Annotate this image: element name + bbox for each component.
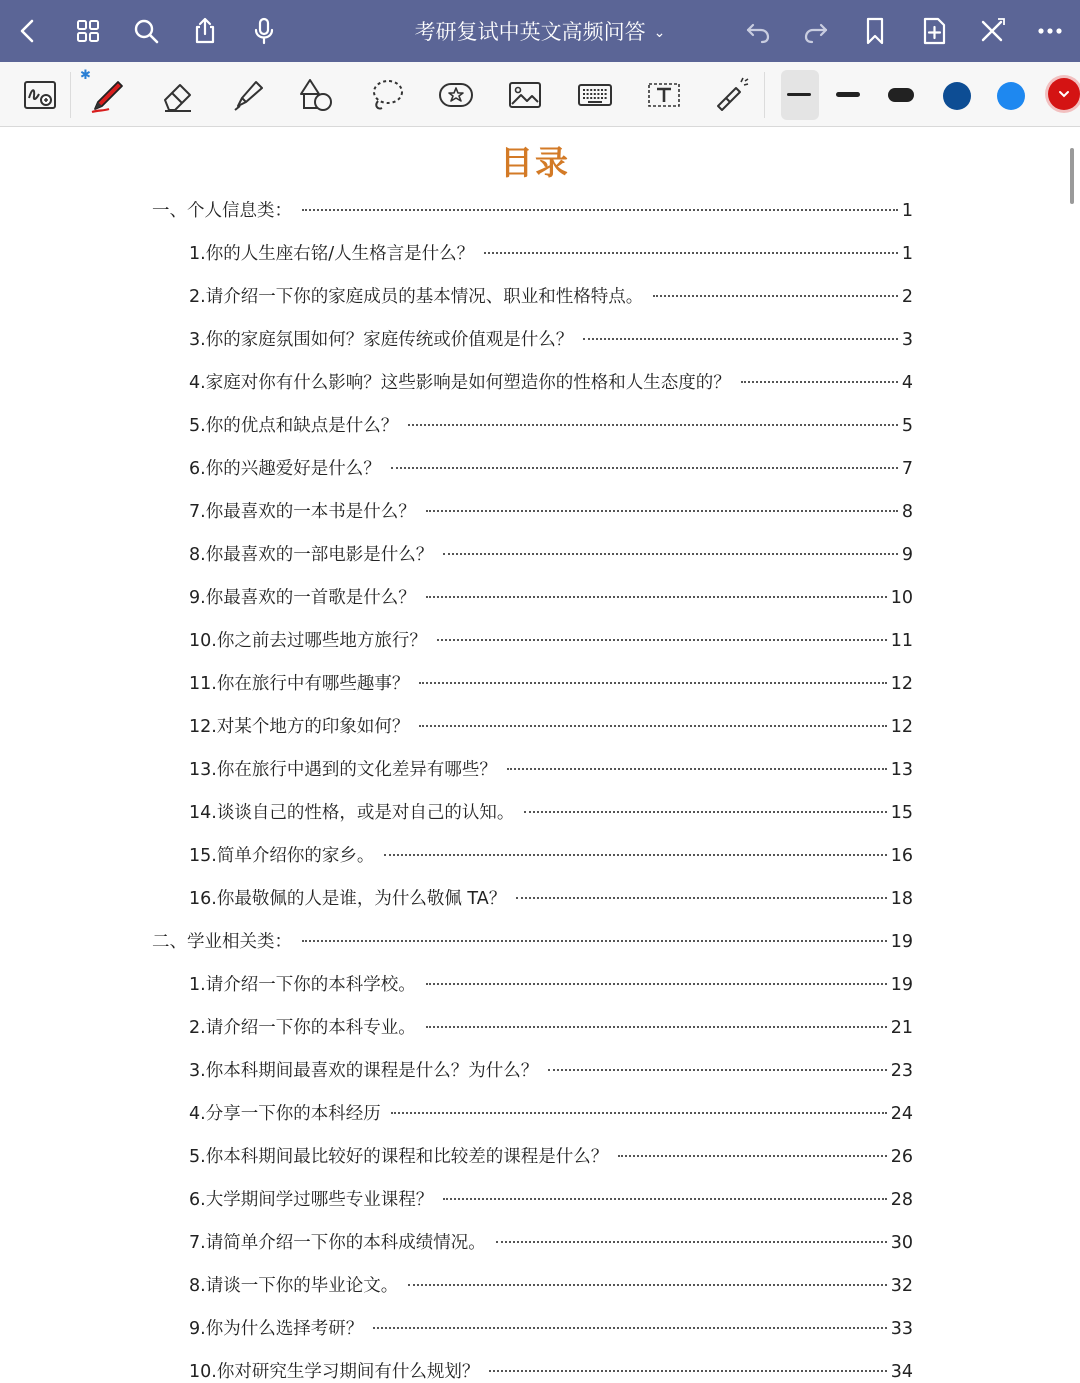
color-blue-swatch[interactable] [997, 82, 1025, 110]
toc-entry-label: 一、个人信息类： [152, 201, 292, 221]
toc-leader-dots [426, 510, 898, 512]
toc-entry-label: 7.你最喜欢的一本书是什么？ [189, 502, 416, 522]
toc-page-number: 19 [890, 975, 913, 995]
toc-entry[interactable] [189, 885, 913, 910]
toc-page-number: 4 [901, 373, 913, 393]
toc-entry-label: 5.你的优点和缺点是什么？ [189, 416, 399, 436]
toc-entry[interactable] [189, 799, 913, 824]
toc-leader-dots [373, 1327, 887, 1329]
pen-icon[interactable] [85, 72, 131, 118]
toc-entry-label: 8.请谈一下你的毕业论文。 [189, 1276, 399, 1296]
toc-leader-dots [741, 381, 898, 383]
toc-entry[interactable] [189, 756, 913, 781]
toc-entry[interactable] [189, 498, 913, 523]
handwriting-zoom-icon[interactable] [17, 72, 63, 118]
lasso-icon[interactable] [364, 72, 410, 118]
bluetooth-icon: ✱ [80, 68, 91, 83]
thin-stroke-sample [787, 93, 811, 96]
document-title-label[interactable]: 考研复试中英文高频问答 [414, 20, 646, 44]
toc-page-number: 33 [890, 1319, 913, 1339]
toc-leader-dots [507, 768, 887, 770]
toc-entry-label: 2.请介绍一下你的家庭成员的基本情况、职业和性格特点。 [189, 287, 644, 307]
toc-entry-label: 6.大学期间学过哪些专业课程？ [189, 1190, 434, 1210]
toc-page-number: 5 [901, 416, 913, 436]
thick-stroke-option[interactable] [888, 88, 914, 102]
toc-entry-label: 4.家庭对你有什么影响？这些影响是如何塑造你的性格和人生态度的？ [189, 373, 731, 393]
toc-entry[interactable] [189, 713, 913, 738]
close-icon[interactable] [972, 11, 1012, 51]
toc-entry[interactable] [189, 1272, 913, 1297]
toc-leader-dots [408, 1284, 887, 1286]
document-page[interactable] [0, 127, 1080, 1382]
toc-entry-label: 6.你的兴趣爱好是什么？ [189, 459, 381, 479]
toc-entry-label: 10.你之前去过哪些地方旅行？ [189, 631, 427, 651]
toc-page-number: 10 [890, 588, 913, 608]
toc-entry-label: 3.你的家庭氛围如何？家庭传统或价值观是什么？ [189, 330, 574, 350]
toc-page-number: 16 [890, 846, 913, 866]
keyboard-icon[interactable] [572, 72, 618, 118]
toc-leader-dots [408, 424, 898, 426]
toc-page-number: 19 [890, 932, 913, 952]
toc-leader-dots [524, 811, 886, 813]
toc-entry-label: 9.你为什么选择考研？ [189, 1319, 364, 1339]
toc-leader-dots [419, 682, 886, 684]
toc-page-number: 13 [890, 760, 913, 780]
chevron-down-icon [1048, 78, 1080, 110]
toc-leader-dots [391, 467, 898, 469]
toc-leader-dots [443, 1198, 887, 1200]
toc-entry[interactable] [189, 1100, 913, 1125]
toc-page-number: 3 [901, 330, 913, 350]
toc-entry-label: 3.你本科期间最喜欢的课程是什么？为什么？ [189, 1061, 539, 1081]
annotation-toolbar [0, 62, 1080, 127]
toc-page-number: 26 [890, 1147, 913, 1167]
toc-entry[interactable] [189, 1358, 913, 1383]
toc-page-number: 7 [901, 459, 913, 479]
toc-leader-dots [302, 209, 898, 211]
grid-icon[interactable] [68, 11, 108, 51]
toc-leader-dots [653, 295, 898, 297]
toc-leader-dots [548, 1069, 887, 1071]
toc-page-number: 15 [890, 803, 913, 823]
toc-entry-label: 1.你的人生座右铭/人生格言是什么？ [189, 244, 475, 264]
toc-page-number: 2 [901, 287, 913, 307]
toc-page-number: 23 [890, 1061, 913, 1081]
toc-entry-label: 16.你最敬佩的人是谁，为什么敬佩 TA？ [189, 889, 507, 909]
toc-entry[interactable] [189, 1014, 913, 1039]
toc-page-number: 9 [901, 545, 913, 565]
toc-section-entry[interactable] [152, 197, 913, 222]
toc-leader-dots [426, 596, 887, 598]
toc-page-number: 21 [890, 1018, 913, 1038]
top-navigation-bar [0, 0, 1080, 62]
toc-leader-dots [426, 1026, 887, 1028]
laser-pointer-icon[interactable] [708, 72, 754, 118]
toc-entry[interactable] [189, 369, 913, 394]
toc-entry[interactable] [189, 412, 913, 437]
toc-leader-dots [484, 252, 898, 254]
text-box-icon[interactable] [641, 72, 687, 118]
toc-page-number: 8 [901, 502, 913, 522]
toc-entry[interactable] [189, 1186, 913, 1211]
shapes-icon[interactable] [293, 72, 339, 118]
highlighter-icon[interactable] [225, 72, 271, 118]
toc-entry-label: 二、学业相关类： [152, 932, 292, 952]
toc-page-number: 30 [890, 1233, 913, 1253]
toc-title: 目录 [500, 143, 570, 182]
color-red-swatch[interactable] [1048, 78, 1080, 110]
toc-entry[interactable] [189, 670, 913, 695]
eraser-icon[interactable] [155, 72, 201, 118]
toc-entry-label: 9.你最喜欢的一首歌是什么？ [189, 588, 416, 608]
toc-page-number: 12 [890, 674, 913, 694]
toc-entry-label: 7.请简单介绍一下你的本科成绩情况。 [189, 1233, 486, 1253]
toc-entry[interactable] [189, 971, 913, 996]
toc-page-number: 34 [890, 1362, 913, 1382]
toc-leader-dots [419, 725, 886, 727]
add-page-icon[interactable] [914, 11, 954, 51]
toc-entry-label: 12.对某个地方的印象如何？ [189, 717, 410, 737]
toc-entry[interactable] [189, 455, 913, 480]
toc-leader-dots [437, 639, 887, 641]
back-icon[interactable] [8, 11, 48, 51]
undo-icon[interactable] [738, 11, 778, 51]
toc-page-number: 28 [890, 1190, 913, 1210]
toc-leader-dots [583, 338, 898, 340]
toc-leader-dots [618, 1155, 887, 1157]
toc-entry-label: 13.你在旅行中遇到的文化差异有哪些？ [189, 760, 497, 780]
toc-page-number: 1 [901, 201, 913, 221]
toc-page-number: 11 [890, 631, 913, 651]
toc-entry[interactable] [189, 584, 913, 609]
bookmark-icon[interactable] [855, 11, 895, 51]
toc-entry[interactable] [189, 1229, 913, 1254]
toc-leader-dots [302, 940, 887, 942]
toc-page-number: 32 [890, 1276, 913, 1296]
vertical-scrollbar[interactable] [1070, 148, 1074, 204]
toc-entry-label: 1.请介绍一下你的本科学校。 [189, 975, 416, 995]
toc-leader-dots [496, 1241, 887, 1243]
toc-entry[interactable] [189, 541, 913, 566]
image-icon[interactable] [502, 72, 548, 118]
redo-icon[interactable] [796, 11, 836, 51]
more-icon[interactable] [1030, 11, 1070, 51]
toc-section-entry[interactable] [152, 928, 913, 953]
toc-entry[interactable] [189, 842, 913, 867]
toc-entry-label: 5.你本科期间最比较好的课程和比较差的课程是什么？ [189, 1147, 609, 1167]
toc-entry-label: 2.请介绍一下你的本科专业。 [189, 1018, 416, 1038]
toc-leader-dots [426, 983, 887, 985]
toc-entry-label: 11.你在旅行中有哪些趣事？ [189, 674, 410, 694]
toc-entry-label: 8.你最喜欢的一部电影是什么？ [189, 545, 434, 565]
toc-entry-label: 4.分享一下你的本科经历 [189, 1104, 381, 1124]
toc-entry[interactable] [189, 326, 913, 351]
medium-stroke-option[interactable] [836, 92, 860, 97]
toc-entry[interactable] [189, 1315, 913, 1340]
chevron-down-icon[interactable]: ⌄ [653, 25, 666, 41]
search-icon[interactable] [126, 11, 166, 51]
toc-leader-dots [384, 854, 886, 856]
toc-entry-label: 10.你对研究生学习期间有什么规划？ [189, 1362, 480, 1382]
toc-page-number: 1 [901, 244, 913, 264]
toc-entry-label: 15.简单介绍你的家乡。 [189, 846, 375, 866]
toc-leader-dots [391, 1112, 887, 1114]
toc-leader-dots [443, 553, 898, 555]
toc-page-number: 18 [890, 889, 913, 909]
toc-entry[interactable] [189, 240, 913, 265]
sticker-icon[interactable] [433, 72, 479, 118]
toc-entry[interactable] [189, 1143, 913, 1168]
toc-leader-dots [516, 897, 887, 899]
toc-page-number: 24 [890, 1104, 913, 1124]
toc-entry-label: 14.谈谈自己的性格，或是对自己的认知。 [189, 803, 515, 823]
color-dark-blue-swatch[interactable] [943, 82, 971, 110]
toc-page-number: 12 [890, 717, 913, 737]
share-icon[interactable] [185, 11, 225, 51]
toc-leader-dots [489, 1370, 886, 1372]
toc-entry[interactable] [189, 1057, 913, 1082]
toc-entry[interactable] [189, 283, 913, 308]
microphone-icon[interactable] [244, 11, 284, 51]
toc-entry[interactable] [189, 627, 913, 652]
